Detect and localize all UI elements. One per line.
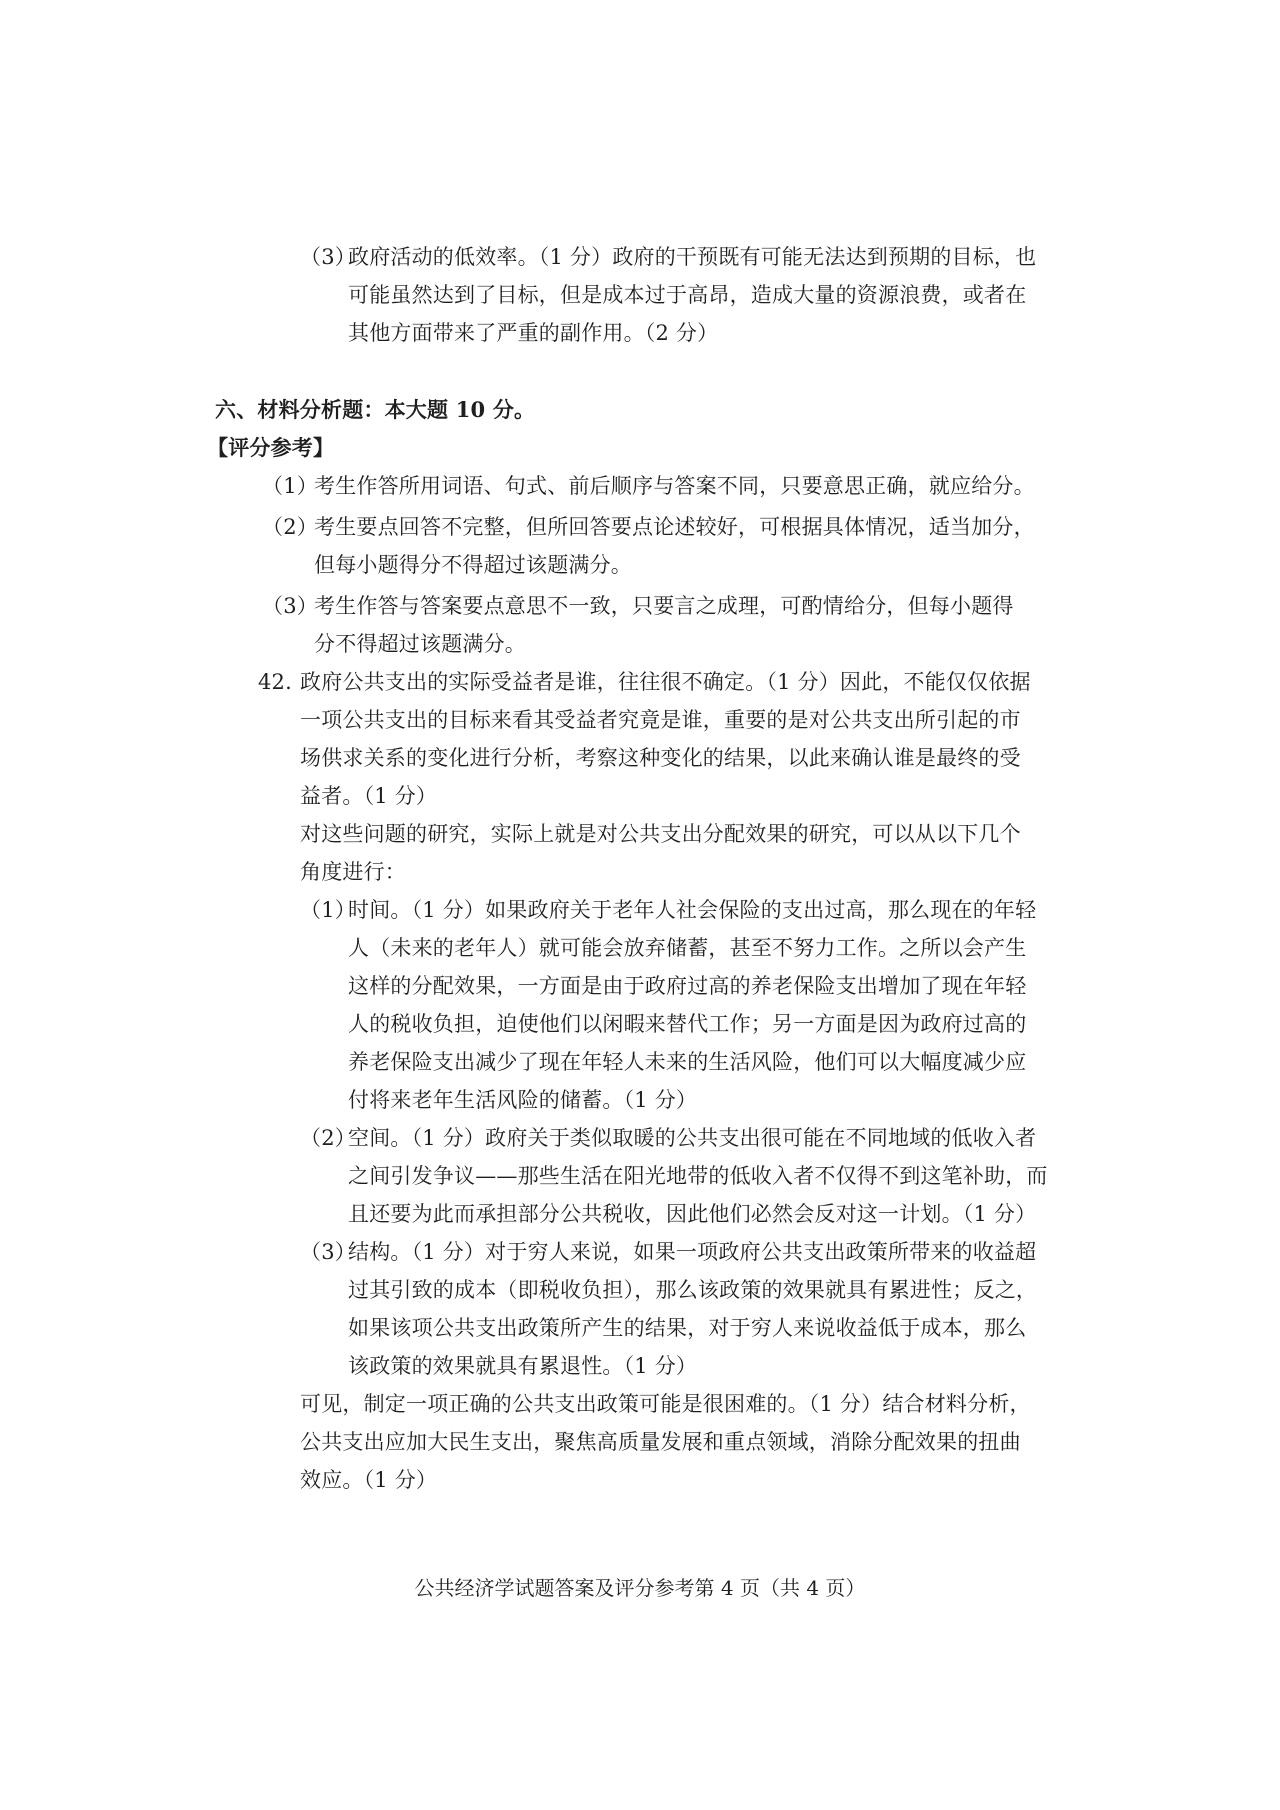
point-line: 养老保险支出减少了现在年轻人未来的生活风险，他们可以大幅度减少应 [348, 1050, 1027, 1074]
point-line: 过其引致的成本（即税收负担），那么该政策的效果就具有累进性；反之， [348, 1278, 1038, 1302]
point-line: 人（未来的老年人）就可能会放弃储蓄，甚至不努力工作。之所以会产生 [348, 936, 1027, 960]
scoring-rule-label: （3） [262, 594, 318, 618]
scoring-rule-label: （1） [262, 474, 318, 498]
q42-intro-line: 政府公共支出的实际受益者是谁，往往很不确定。（1 分）因此，不能仅仅依据 [300, 670, 1031, 694]
conclusion-line: 可见，制定一项正确的公共支出政策可能是很困难的。（1 分）结合材料分析， [300, 1392, 1031, 1416]
item3-label: （3） [300, 245, 356, 269]
point-line: 之间引发争议——那些生活在阳光地带的低收入者不仅得不到这笔补助，而 [348, 1164, 1048, 1188]
point-line: 如果该项公共支出政策所产生的结果，对于穷人来说收益低于成本，那么 [348, 1316, 1027, 1340]
page-footer: 公共经济学试题答案及评分参考第 4 页（共 4 页） [414, 1576, 866, 1600]
scoring-rule-line: 考生作答所用词语、句式、前后顺序与答案不同，只要意思正确，就应给分。 [314, 474, 1035, 498]
question-number: 42. [258, 670, 292, 694]
scoring-rule-line: 但每小题得分不得超过该题满分。 [314, 553, 632, 577]
point-line: 该政策的效果就具有累退性。（1 分） [348, 1354, 698, 1378]
point-line: 结构。（1 分）对于穷人来说，如果一项政府公共支出政策所带来的收益超 [348, 1240, 1037, 1264]
point-label: （3） [300, 1240, 356, 1264]
point-line: 这样的分配效果，一方面是由于政府过高的养老保险支出增加了现在年轻 [348, 974, 1027, 998]
scoring-rule-line: 考生作答与答案要点意思不一致，只要言之成理，可酌情给分，但每小题得 [314, 594, 1014, 618]
section-heading: 六、材料分析题：本大题 10 分。 [215, 397, 536, 422]
q42-research-line: 角度进行： [300, 860, 406, 884]
point-line: 空间。（1 分）政府关于类似取暖的公共支出很可能在不同地域的低收入者 [348, 1126, 1037, 1150]
q42-intro-line: 一项公共支出的目标来看其受益者究竟是谁，重要的是对公共支出所引起的市 [300, 708, 1021, 732]
scoring-rule-label: （2） [262, 515, 318, 539]
item3-line: 政府活动的低效率。（1 分）政府的干预既有可能无法达到预期的目标，也 [348, 245, 1037, 269]
point-line: 人的税收负担，迫使他们以闲暇来替代工作；另一方面是因为政府过高的 [348, 1012, 1027, 1036]
point-line: 时间。（1 分）如果政府关于老年人社会保险的支出过高，那么现在的年轻 [348, 898, 1037, 922]
point-label: （2） [300, 1126, 356, 1150]
q42-intro-line: 益者。（1 分） [300, 784, 438, 808]
point-line: 付将来老年生活风险的储蓄。（1 分） [348, 1088, 698, 1112]
q42-research-line: 对这些问题的研究，实际上就是对公共支出分配效果的研究，可以从以下几个 [300, 822, 1021, 846]
item3-line: 可能虽然达到了目标，但是成本过于高昂，造成大量的资源浪费，或者在 [348, 283, 1027, 307]
q42-intro-line: 场供求关系的变化进行分析，考察这种变化的结果，以此来确认谁是最终的受 [300, 746, 1021, 770]
scoring-rule-line: 分不得超过该题满分。 [314, 632, 526, 656]
scoring-rule-line: 考生要点回答不完整，但所回答要点论述较好，可根据具体情况，适当加分， [314, 515, 1035, 539]
point-line: 且还要为此而承担部分公共税收，因此他们必然会反对这一计划。（1 分） [348, 1202, 1037, 1226]
point-label: （1） [300, 898, 356, 922]
scoring-title: 【评分参考】 [207, 435, 335, 460]
conclusion-line: 效应。（1 分） [300, 1468, 438, 1492]
item3-line: 其他方面带来了严重的副作用。（2 分） [348, 321, 719, 345]
conclusion-line: 公共支出应加大民生支出，聚焦高质量发展和重点领域，消除分配效果的扭曲 [300, 1430, 1021, 1454]
